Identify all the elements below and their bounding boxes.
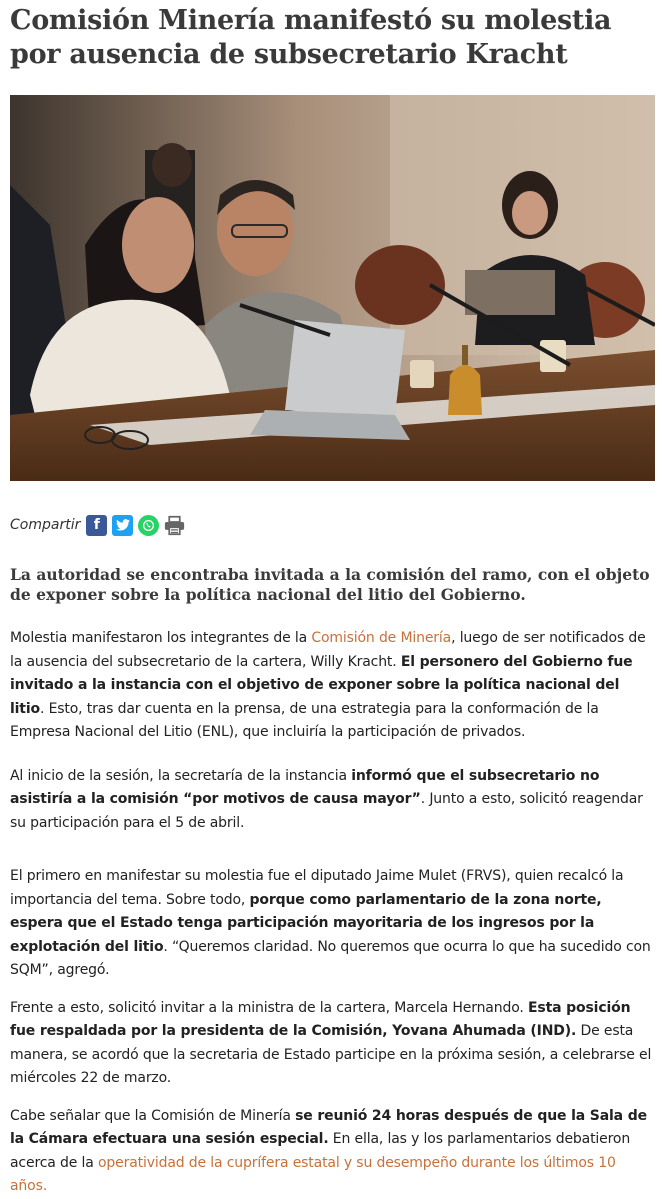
p1-text-1: Molestia manifestaron los integrantes de la bbox=[10, 630, 312, 646]
paragraph-3 bbox=[10, 865, 653, 983]
p3-bold-1: porque como parlamentario de la zona norte, espera que el Estado tenga participación mayoritaria de los ingresos por la explotación del litio bbox=[10, 891, 602, 955]
share-bar bbox=[10, 513, 653, 537]
comision-mineria-link[interactable]: Comisión de Minería bbox=[311, 630, 452, 646]
share-label: Compartir bbox=[10, 517, 81, 533]
twitter-share-button[interactable] bbox=[112, 515, 133, 536]
p3-text-2: . “Queremos claridad. No queremos que ocurra lo que ha sucedido con SQM”, agregó. bbox=[10, 938, 651, 978]
whatsapp-share-button[interactable] bbox=[138, 515, 159, 536]
p5-text-1: Cabe señalar que la Comisión de Minería bbox=[10, 1107, 296, 1124]
paragraph-5 bbox=[10, 1105, 653, 1199]
p1-text-2: , luego de ser notificados de la ausencia del subsecretario de la cartera, Willy Kracht. bbox=[10, 630, 646, 670]
print-button[interactable] bbox=[164, 515, 185, 536]
paragraph-1 bbox=[10, 627, 653, 745]
facebook-icon: f bbox=[93, 517, 100, 533]
twitter-icon bbox=[116, 519, 130, 531]
operatividad-link[interactable]: operatividad de la cuprífera estatal y su desempeño durante los últimos 10 años. bbox=[10, 1154, 616, 1194]
article-title: Comisión Minería manifestó su molestia por ausencia de subsecretario Kracht bbox=[10, 5, 612, 70]
p5-bold-1: se reunió 24 horas después de que la Sala de la Cámara efectuara una sesión especial. bbox=[10, 1107, 647, 1147]
paragraph-2 bbox=[10, 765, 653, 836]
facebook-share-button[interactable] bbox=[86, 515, 107, 536]
p4-bold-1: Esta posición fue respaldada por la presidenta de la Comisión, Yovana Ahumada (IND). bbox=[10, 999, 631, 1039]
article-photo bbox=[10, 95, 655, 481]
whatsapp-icon bbox=[142, 519, 155, 532]
p1-text-3: . Esto, tras dar cuenta en la prensa, de una estrategia para la conformación de la Empresa Nacional del Litio (ENL), que incluiría la participación de privados. bbox=[10, 700, 599, 740]
p5-text-2: En ella, las y los parlamentarios debatieron acerca de la bbox=[10, 1131, 631, 1171]
p1-bold-1: El personero del Gobierno fue invitado a la instancia con el objetivo de exponer sobre la política nacional del litio bbox=[10, 653, 633, 717]
p4-text-1: Frente a esto, solicitó invitar a la ministra de la cartera, Marcela Hernando. bbox=[10, 999, 528, 1016]
printer-icon bbox=[164, 515, 185, 536]
p4-text-2: De esta manera, se acordó que la secretaria de Estado participe en la próxima sesión, a celebrarse el miércoles 22 de marzo. bbox=[10, 1023, 652, 1086]
p2-bold-1: informó que el subsecretario no asistiría a la comisión “por motivos de causa mayor” bbox=[10, 767, 600, 807]
paragraph-4 bbox=[10, 997, 653, 1091]
p3-text-1: El primero en manifestar su molestia fue el diputado Jaime Mulet (FRVS), quien recalcó la importancia del tema. Sobre todo, bbox=[10, 868, 624, 908]
article-lead: La autoridad se encontraba invitada a la comisión del ramo, con el objeto de exponer sobre la política nacional del litio del Gobierno. bbox=[10, 565, 650, 604]
p2-text-2: . Junto a esto, solicitó reagendar su participación para el 5 de abril. bbox=[10, 791, 643, 831]
p2-text-1: Al inicio de la sesión, la secretaría de la instancia bbox=[10, 767, 352, 784]
